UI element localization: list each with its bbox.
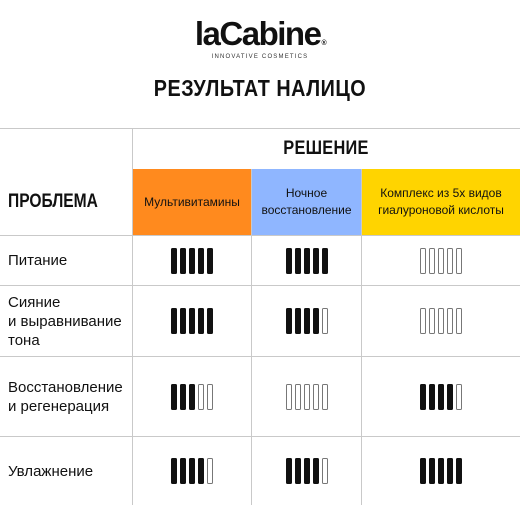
rating-bar-empty [313, 384, 319, 410]
rating-cell [133, 357, 251, 436]
rating-bar-empty [304, 384, 310, 410]
rating-bar-filled [180, 248, 186, 274]
rating-bar-filled [198, 458, 204, 484]
rating-cell [362, 437, 520, 505]
page-title: РЕЗУЛЬТАТ НАЛИЦО [153, 75, 367, 101]
rating-bar-empty [207, 458, 213, 484]
rating-bar-filled [207, 308, 213, 334]
rating-bar-filled [171, 458, 177, 484]
rating-bar-filled [438, 458, 444, 484]
rating-bar-filled [189, 308, 195, 334]
rating-bar-empty [429, 248, 435, 274]
rating-meter [171, 458, 213, 484]
rating-bar-filled [420, 458, 426, 484]
rating-meter [286, 308, 328, 334]
rating-bar-empty [207, 384, 213, 410]
brand-tagline: INNOVATIVE COSMETICS [211, 54, 309, 60]
rating-bar-empty [438, 248, 444, 274]
rating-bar-empty [322, 384, 328, 410]
rating-bar-empty [198, 384, 204, 410]
rating-bar-filled [171, 384, 177, 410]
rating-cell [362, 286, 520, 356]
rating-bar-filled [304, 458, 310, 484]
column-header-hyaluronic-complex: Комплекс из 5х видов гиалуроновой кислоты [362, 169, 520, 235]
rating-bar-filled [295, 308, 301, 334]
rating-bar-filled [171, 308, 177, 334]
rating-bar-filled [180, 458, 186, 484]
rating-bar-filled [207, 248, 213, 274]
rating-bar-filled [180, 384, 186, 410]
rating-cell [252, 437, 361, 505]
rating-meter [286, 384, 328, 410]
rating-bar-empty [420, 308, 426, 334]
rating-meter [286, 248, 328, 274]
rating-meter [171, 384, 213, 410]
rating-bar-filled [286, 248, 292, 274]
rating-bar-filled [304, 248, 310, 274]
row-label-radiance: Сияние и выравнивание тона [8, 293, 122, 349]
rating-bar-empty [322, 308, 328, 334]
rating-meter [286, 458, 328, 484]
rating-bar-filled [180, 308, 186, 334]
rating-cell [252, 357, 361, 436]
rating-bar-empty [456, 248, 462, 274]
rating-meter [420, 248, 462, 274]
rating-bar-filled [304, 308, 310, 334]
rating-bar-filled [198, 248, 204, 274]
brand-logo [0, 16, 520, 61]
rating-meter [420, 384, 462, 410]
rating-bar-filled [420, 384, 426, 410]
rating-bar-filled [189, 248, 195, 274]
column-header-night-recovery: Ночное восстановление [252, 169, 361, 235]
rating-bar-filled [189, 458, 195, 484]
rating-bar-empty [295, 384, 301, 410]
rating-cell [252, 286, 361, 356]
row-label-moisturizing: Увлажнение [8, 462, 94, 480]
rating-cell [362, 357, 520, 436]
problem-header: ПРОБЛЕМА [8, 191, 98, 212]
rating-bar-filled [171, 248, 177, 274]
rating-bar-filled [295, 458, 301, 484]
rating-meter [420, 308, 462, 334]
rating-bar-empty [420, 248, 426, 274]
rating-cell [252, 236, 361, 285]
registered-mark: ® [321, 40, 326, 47]
rating-bar-filled [313, 458, 319, 484]
column-header-multivitamins: Мультивитамины [133, 169, 251, 235]
rating-bar-filled [198, 308, 204, 334]
rating-bar-filled [322, 248, 328, 274]
rating-bar-filled [313, 308, 319, 334]
rating-bar-filled [447, 384, 453, 410]
rating-bar-filled [286, 308, 292, 334]
rating-cell [133, 286, 251, 356]
rating-bar-empty [322, 458, 328, 484]
rating-bar-empty [456, 308, 462, 334]
comparison-table [0, 128, 520, 505]
rating-meter [171, 308, 213, 334]
rating-bar-empty [456, 384, 462, 410]
rating-bar-filled [313, 248, 319, 274]
rating-bar-filled [429, 384, 435, 410]
rating-bar-filled [286, 458, 292, 484]
rating-cell [133, 437, 251, 505]
rating-bar-empty [438, 308, 444, 334]
rating-bar-filled [295, 248, 301, 274]
brand-name: laCabine® [194, 15, 326, 52]
row-label-nutrition: Питание [8, 252, 68, 269]
solution-header: РЕШЕНИЕ [283, 137, 369, 159]
rating-cell [133, 236, 251, 285]
row-label-regeneration: Восстановление и регенерация [8, 378, 123, 415]
rating-bar-empty [286, 384, 292, 410]
rating-meter [171, 248, 213, 274]
rating-bar-empty [429, 308, 435, 334]
rating-bar-filled [456, 458, 462, 484]
rating-cell [362, 236, 520, 285]
rating-bar-filled [447, 458, 453, 484]
rating-meter [420, 458, 462, 484]
rating-bar-filled [189, 384, 195, 410]
rating-bar-filled [429, 458, 435, 484]
rating-bar-filled [438, 384, 444, 410]
rating-bar-empty [447, 308, 453, 334]
rating-bar-empty [447, 248, 453, 274]
